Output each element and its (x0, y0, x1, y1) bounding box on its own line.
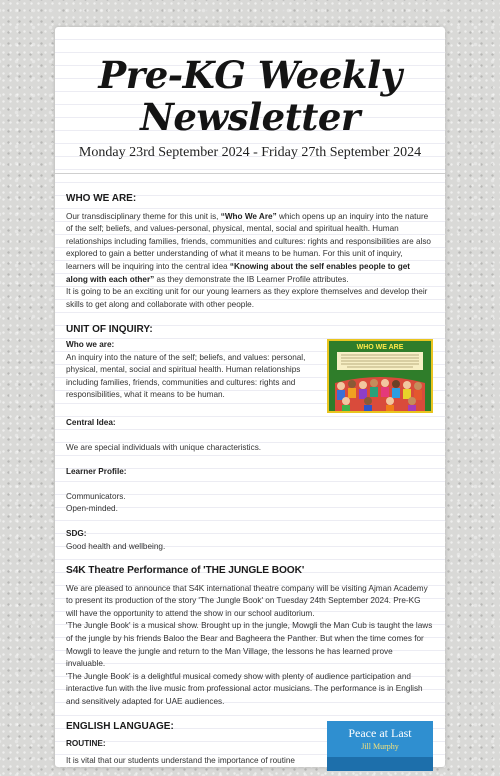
newsletter-content (66, 193, 433, 776)
central-idea-quote: “Knowing about the self enables people to get along with each other” (66, 261, 410, 284)
newsletter-title-line2: Newsletter (140, 95, 360, 139)
section-unit-of-inquiry (66, 324, 433, 553)
unit-of-inquiry-heading: UNIT OF INQUIRY: (66, 324, 153, 336)
english-heading: ENGLISH LANGUAGE: (66, 720, 174, 732)
theatre-heading: S4K Theatre Performance of 'THE JUNGLE BOOK' (66, 565, 305, 577)
sdg-label: SDG: (66, 528, 87, 538)
who-we-are-paragraph-2: It is going to be an exciting unit for our young learners as they explore themselves and develop their skills to get along and collaborate with other people. (66, 287, 428, 309)
who-we-are-text-e: as they demonstrate the IB Learner Profile attributes. (154, 274, 349, 284)
central-idea-text: We are special individuals with unique characteristics. (66, 442, 262, 452)
book-author: Jill Murphy (361, 741, 399, 751)
sdg-text: Good health and wellbeing. (66, 541, 166, 551)
english-text: It is vital that our students understand the importance of routine (66, 755, 295, 765)
title-divider (55, 173, 445, 174)
central-idea-label: Central Idea: (66, 417, 116, 427)
section-who-we-are (66, 193, 433, 311)
who-we-are-text-a: Our transdisciplinary theme for this unit is, (66, 211, 221, 221)
date-range: Monday 23rd September 2024 - Friday 27th September 2024 (78, 145, 422, 160)
unit-of-inquiry-text: An inquiry into the nature of the self; beliefs, and values: personal, physical, mental, social and spiritual health. Human relationships including families, friends, communities and cultures: rights and responsibilities, what it means to be human. (66, 352, 306, 400)
theatre-paragraph-2: 'The Jungle Book' is a musical show. Brought up in the jungle, Mowgli the Man Cub is taught the laws of the jungle by his friends Baloo the Bear and Bagheera the Panther. But when the time comes for Mowgli to leave the jungle and return to the Man Village, the lessons he has learned prove invaluable. (66, 621, 433, 669)
newsletter-title-line1: Pre-KG Weekly (98, 53, 402, 97)
theatre-paragraph-1: We are pleased to announce that S4K international theatre company will be visiting Ajman Academy to present its production of the story 'The Jungle Book' on Tuesday 24th September 2024. Pre-KG will have the opportunity to attend the show in our school auditorium. (66, 583, 428, 618)
who-we-are-text-c: which opens up an inquiry into the nature of the self; beliefs, and values-personal, physical, mental, social and spiritual health. Human relationships including families, friends, communities and cultures: rights and responsibilities are also explored to gain a better understanding of what it means to be human. For this unit of inquiry, learners will be inquiring into the central idea (66, 211, 431, 271)
peace-at-last-book-cover (327, 721, 433, 771)
who-we-are-paragraph (66, 211, 433, 287)
section-theatre (66, 565, 433, 709)
newsletter-card (55, 27, 445, 767)
learner-profile-label: Learner Profile: (66, 467, 127, 477)
who-we-are-theme: “Who We Are” (220, 211, 277, 221)
section-english (66, 721, 433, 768)
banner-caption: WHO WE ARE (356, 343, 404, 351)
book-title: Peace at Last (348, 725, 412, 740)
learner-profile-item: Communicators. (66, 491, 126, 501)
learner-profile-item: Open-minded. (66, 504, 118, 514)
who-we-are-heading: WHO WE ARE: (66, 193, 137, 204)
routine-label: ROUTINE: (66, 739, 106, 749)
who-we-are-banner-image (327, 339, 433, 413)
who-we-are-subheading: Who we are: (66, 339, 115, 349)
theatre-paragraph-3: 'The Jungle Book' is a delightful musical comedy show with plenty of audience participation and interactive fun with the live music from professional actor musicians. The performance is in English and sensitively adapted for UAE audiences. (66, 671, 423, 707)
